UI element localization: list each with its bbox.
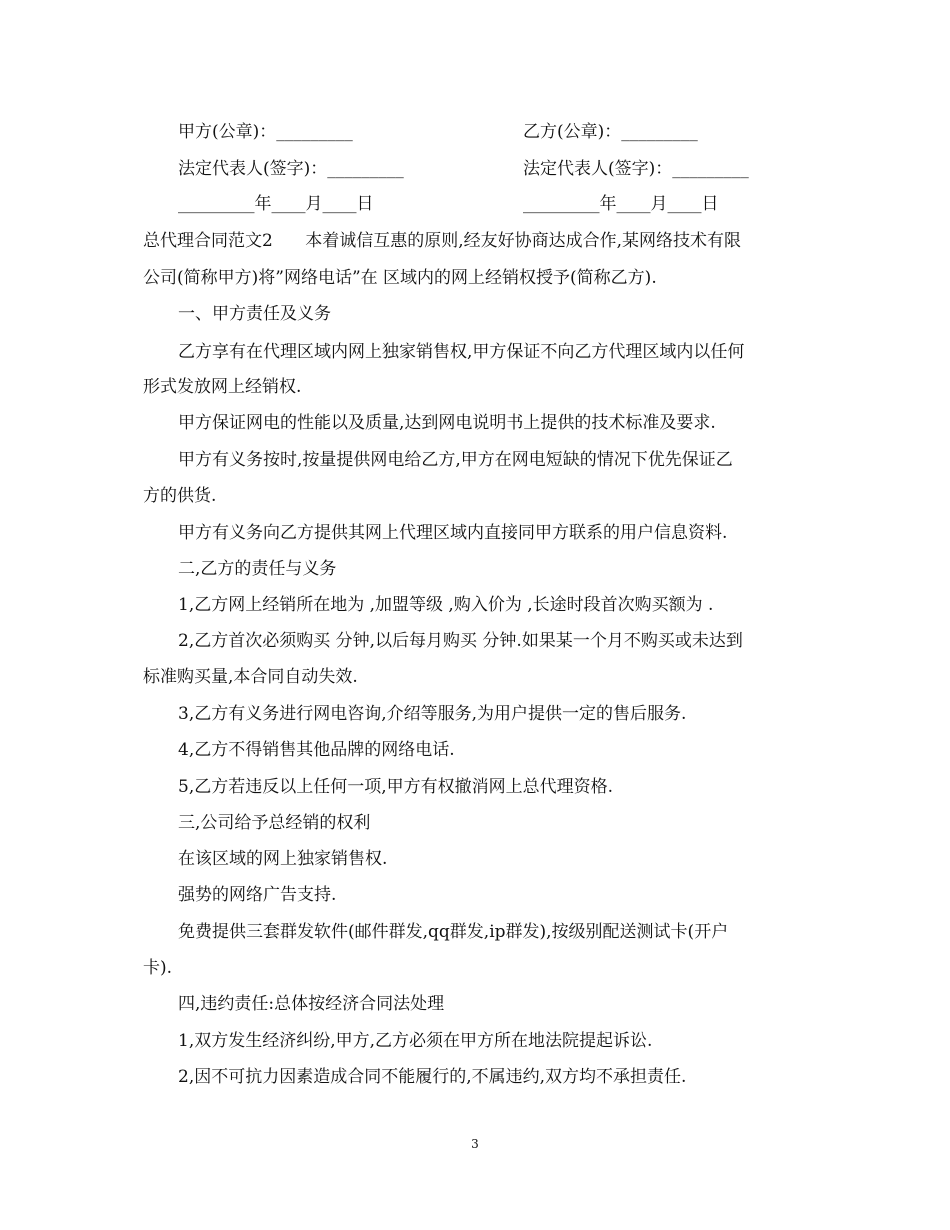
party-a-date: _________年____月____日 [178, 194, 374, 214]
paragraph: 免费提供三套群发软件(邮件群发,qq群发,ip群发),按级别配送测试卡(开户 [178, 922, 729, 942]
section-heading: 一、甲方责任及义务 [178, 304, 331, 324]
paragraph: 形式发放网上经销权. [143, 377, 302, 397]
section-heading: 三,公司给予总经销的权利 [178, 813, 371, 833]
paragraph: 总代理合同范文2 本着诚信互惠的原则,经友好协商达成合作,某网络技术有限 [143, 231, 742, 251]
party-a-representative: 法定代表人(签字)：_________ [178, 159, 404, 179]
paragraph: 4,乙方不得销售其他品牌的网络电话. [178, 740, 455, 760]
paragraph: 卡). [143, 958, 173, 978]
paragraph: 1,乙方网上经销所在地为 ,加盟等级 ,购入价为 ,长途时段首次购买额为 . [178, 595, 714, 615]
party-b-representative: 法定代表人(签字)：_________ [523, 159, 749, 179]
paragraph: 甲方保证网电的性能以及质量,达到网电说明书上提供的技术标准及要求. [178, 413, 716, 433]
paragraph: 3,乙方有义务进行网电咨询,介绍等服务,为用户提供一定的售后服务. [178, 704, 687, 724]
paragraph: 1,双方发生经济纠纷,甲方,乙方必须在甲方所在地法院提起诉讼. [178, 1031, 653, 1051]
paragraph: 甲方有义务按时,按量提供网电给乙方,甲方在网电短缺的情况下优先保证乙 [178, 450, 733, 470]
party-b-seal: 乙方(公章)：_________ [523, 122, 698, 142]
party-b-date: _________年____月____日 [523, 194, 719, 214]
page-number: 3 [471, 1137, 479, 1151]
paragraph: 2,乙方首次必须购买 分钟,以后每月购买 分钟.如果某一个月不购买或未达到 [178, 631, 743, 651]
paragraph: 强势的网络广告支持. [178, 885, 337, 905]
paragraph: 2,因不可抗力因素造成合同不能履行的,不属违约,双方均不承担责任. [178, 1067, 687, 1087]
paragraph: 标准购买量,本合同自动失效. [143, 667, 358, 687]
paragraph: 乙方享有在代理区域内网上独家销售权,甲方保证不向乙方代理区域内以任何 [178, 342, 745, 362]
section-heading: 二,乙方的责任与义务 [178, 559, 337, 579]
paragraph: 5,乙方若违反以上任何一项,甲方有权撤消网上总代理资格. [178, 777, 614, 797]
party-a-seal: 甲方(公章)：_________ [178, 122, 353, 142]
paragraph: 方的供货. [143, 486, 217, 506]
paragraph: 在该区域的网上独家销售权. [178, 849, 388, 869]
paragraph: 公司(简称甲方)将”网络电话”在 区域内的网上经销权授予(简称乙方). [143, 268, 657, 288]
section-heading: 四,违约责任:总体按经济合同法处理 [178, 994, 445, 1014]
paragraph: 甲方有义务向乙方提供其网上代理区域内直接同甲方联系的用户信息资料. [178, 523, 728, 543]
